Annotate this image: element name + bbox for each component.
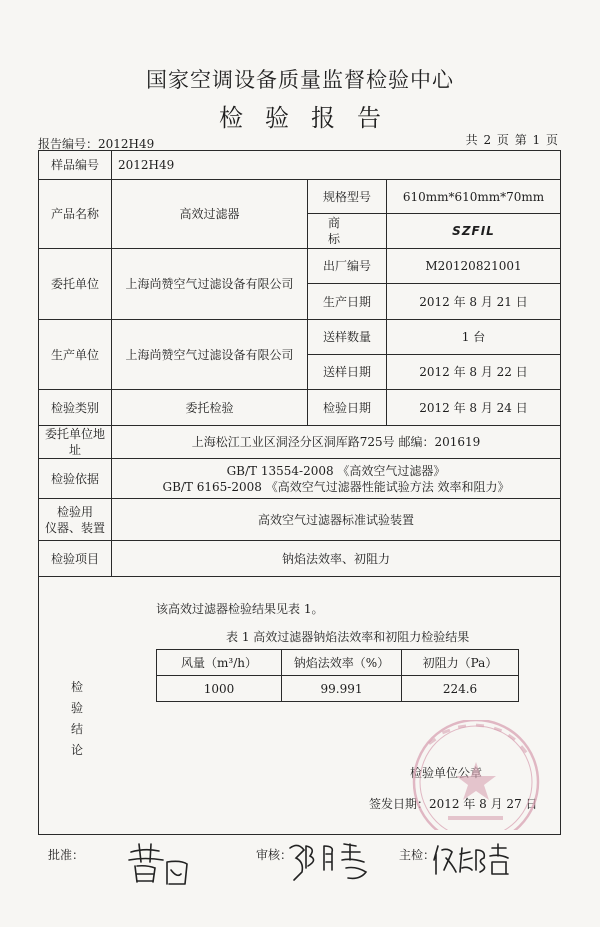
client-address-label: 委托单位地址: [39, 426, 112, 459]
row-sample-qty: [39, 320, 561, 355]
row-model: [39, 180, 561, 214]
product-name-value: 高效过滤器: [112, 180, 308, 249]
result-table-header: [157, 650, 519, 676]
trademark-logo: [387, 214, 561, 249]
header-efficiency: 钠焰法效率（%）: [282, 650, 402, 676]
model-value: 610mm*610mm*70mm: [387, 180, 561, 214]
approve-label: 批准：: [48, 848, 85, 862]
sample-date-label: 送样日期: [308, 355, 387, 390]
row-inspection-type: [39, 390, 561, 426]
row-basis: [39, 459, 561, 499]
trademark-value: SZFIL: [452, 224, 495, 238]
basis-value: [112, 459, 561, 499]
conclusion-intro: 该高效过滤器检验结果见表 1。: [156, 602, 324, 616]
inspection-type-label: 检验类别: [39, 390, 112, 426]
result-table: [156, 649, 519, 702]
basis-label: 检验依据: [39, 459, 112, 499]
inspection-type-value: 委托检验: [112, 390, 308, 426]
product-name-label: 产品名称: [39, 180, 112, 249]
row-items: [39, 541, 561, 577]
client-label: 委托单位: [39, 249, 112, 320]
efficiency-value: 99.991: [282, 676, 402, 702]
sample-no-label: 样品编号: [39, 151, 112, 180]
row-sample-no: [39, 151, 561, 180]
factory-no-label: 出厂编号: [308, 249, 387, 284]
trademark-label: 商标: [308, 214, 387, 249]
inspector-signature: [432, 840, 512, 880]
equipment-label-line-2: 仪器、装置: [44, 520, 105, 535]
issue-date: 签发日期：2012 年 8 月 27 日: [369, 797, 538, 811]
manufacturer-label: 生产单位: [39, 320, 112, 390]
conclusion-label-char: 检: [70, 680, 83, 694]
inspection-date-label: 检验日期: [308, 390, 387, 426]
sample-qty-label: 送样数量: [308, 320, 387, 355]
conclusion-label-char: 验: [70, 701, 83, 715]
header-airflow: 风量（m³/h）: [157, 650, 282, 676]
row-client-address: [39, 426, 561, 459]
report-number: 报告编号：2012H49: [38, 137, 155, 151]
conclusion-label-char: 论: [70, 743, 83, 757]
client-value: 上海尚赞空气过滤设备有限公司: [112, 249, 308, 320]
production-date-value: 2012 年 8 月 21 日: [387, 284, 561, 320]
stamp-label: 检验单位公章: [410, 766, 483, 780]
client-address-value: 上海松江工业区洞泾分区洞厍路725号 邮编：201619: [112, 426, 561, 459]
model-label: 规格型号: [308, 180, 387, 214]
production-date-label: 生产日期: [308, 284, 387, 320]
result-table-caption: 表 1 高效过滤器钠焰法效率和初阻力检验结果: [226, 630, 470, 644]
sample-no-value: 2012H49: [112, 151, 561, 180]
review-label: 审核：: [256, 848, 293, 862]
equipment-value: 高效空气过滤器标准试验装置: [112, 499, 561, 541]
basis-line-1: GB/T 13554-2008 《高效空气过滤器》: [226, 463, 446, 478]
resistance-value: 224.6: [402, 676, 519, 702]
sample-qty-value: 1 台: [387, 320, 561, 355]
basis-line-2: GB/T 6165-2008 《高效空气过滤器性能试验方法 效率和阻力》: [162, 479, 510, 494]
sample-date-value: 2012 年 8 月 22 日: [387, 355, 561, 390]
items-label: 检验项目: [39, 541, 112, 577]
org-title: 国家空调设备质量监督检验中心: [146, 68, 454, 92]
manufacturer-value: 上海尚赞空气过滤设备有限公司: [112, 320, 308, 390]
inspector-label: 主检：: [399, 848, 436, 862]
row-factory-no: [39, 249, 561, 284]
result-table-row: [157, 676, 519, 702]
row-equipment: [39, 499, 561, 541]
equipment-label-line-1: 检验用: [56, 504, 93, 519]
inspection-date-value: 2012 年 8 月 24 日: [387, 390, 561, 426]
conclusion-label-char: 结: [70, 722, 83, 736]
approver-signature: [125, 838, 195, 888]
equipment-label: [39, 499, 112, 541]
reviewer-signature: [286, 838, 376, 886]
airflow-value: 1000: [157, 676, 282, 702]
conclusion-label: [69, 677, 85, 761]
items-value: 钠焰法效率、初阻力: [112, 541, 561, 577]
factory-no-value: M20120821001: [387, 249, 561, 284]
official-seal-stamp: [398, 720, 548, 830]
doc-title: 检验报告: [219, 104, 403, 132]
header-resistance: 初阻力（Pa）: [402, 650, 519, 676]
page-count: 共 2 页 第 1 页: [465, 133, 558, 147]
